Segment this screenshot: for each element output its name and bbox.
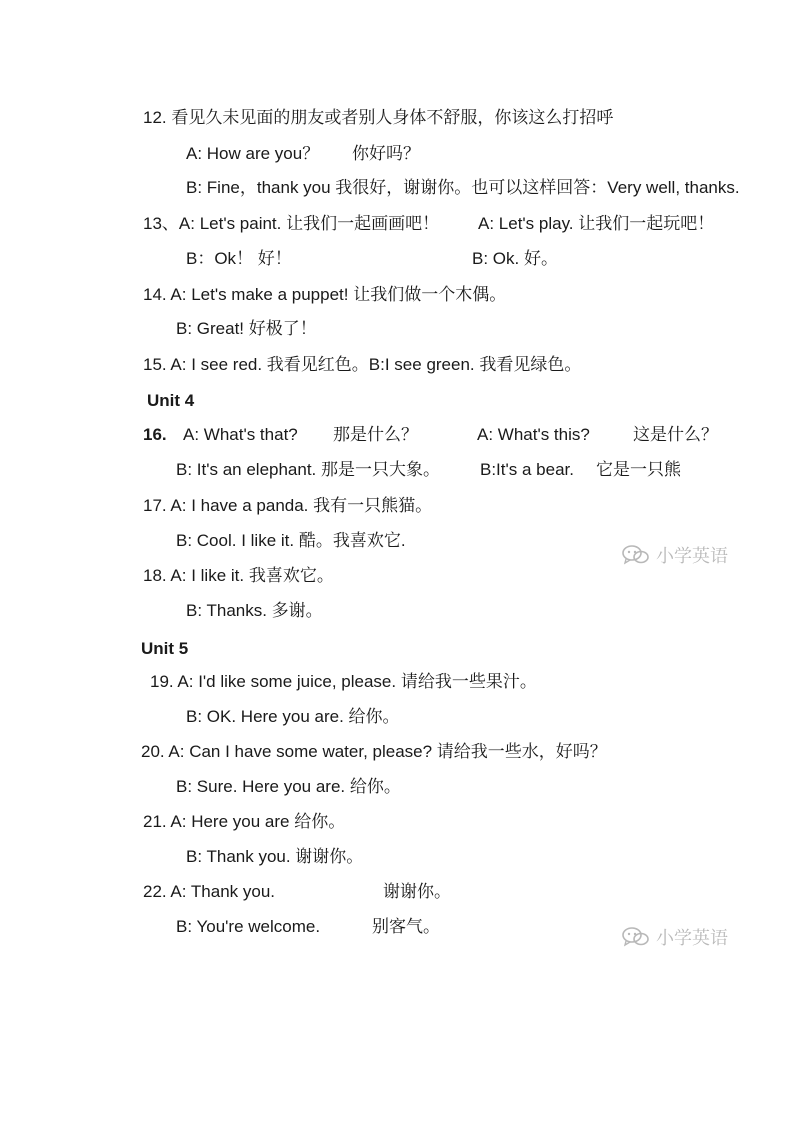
item-16-a-english: A: What's that? [183, 425, 298, 444]
item-21-a: 21. A: Here you are 给你。 [143, 812, 346, 831]
item-16-number: 16. [143, 425, 167, 444]
watermark-2 [622, 924, 728, 950]
item-16-b-right: B:It's a bear. [480, 460, 574, 479]
watermark-1-text: 小学英语 [656, 546, 728, 566]
item-12-a [186, 143, 746, 165]
item-16-b-chinese: 它是一只熊 [596, 460, 681, 479]
item-13-a-right: A: Let's play. 让我们一起玩吧！ [478, 214, 715, 233]
item-22-a-english: 22. A: Thank you. [143, 882, 275, 901]
item-13-b [186, 248, 586, 270]
wechat-icon [622, 926, 650, 948]
item-13-a-left: 13、A: Let's paint. 让我们一起画画吧！ [143, 214, 440, 233]
unit-4-heading: Unit 4 [147, 391, 195, 410]
item-12-a-english: A: How are you？ [186, 144, 320, 163]
item-16-a-chinese-2: 这是什么？ [633, 425, 718, 444]
item-19-a: 19. A: I'd like some juice, please. 请给我一些果汁。 [150, 672, 537, 691]
item-18-b: B: Thanks. 多谢。 [186, 601, 323, 620]
item-22-a-chinese: 谢谢你。 [383, 882, 451, 901]
item-22-b-chinese: 别客气。 [372, 917, 440, 936]
item-12-b: B: Fine，thank you 我很好，谢谢你。也可以这样回答：Very well, thanks. [186, 178, 740, 197]
item-13-b-right: B: Ok. 好。 [472, 249, 558, 268]
item-19-b: B: OK. Here you are. 给你。 [186, 707, 400, 726]
wechat-icon [622, 544, 650, 566]
item-13-a [143, 213, 753, 235]
item-22-a [143, 881, 473, 903]
watermark-2-text: 小学英语 [656, 928, 728, 948]
item-14-b: B: Great! 好极了！ [176, 319, 317, 338]
item-13-b-left: B：Ok！ 好！ [186, 249, 292, 268]
item-17-b: B: Cool. I like it. 酷。我喜欢它. [176, 531, 406, 550]
item-17-a: 17. A: I have a panda. 我有一只熊猫。 [143, 496, 433, 515]
item-16-b-left: B: It's an elephant. 那是一只大象。 [176, 460, 441, 479]
item-16-b [176, 459, 736, 481]
item-14-a: 14. A: Let's make a puppet! 让我们做一个木偶。 [143, 285, 507, 304]
item-12-question: 12. 看见久未见面的朋友或者别人身体不舒服，你该这么打招呼 [143, 108, 614, 127]
item-15: 15. A: I see red. 我看见红色。B:I see green. 我看见绿色。 [143, 355, 582, 374]
item-16-a [143, 424, 743, 446]
item-20-b: B: Sure. Here you are. 给你。 [176, 777, 401, 796]
watermark-1 [622, 542, 728, 568]
item-12-a-chinese: 你好吗？ [352, 144, 420, 163]
item-21-b: B: Thank you. 谢谢你。 [186, 847, 364, 866]
item-16-a-english-2: A: What's this? [477, 425, 590, 444]
item-20-a: 20. A: Can I have some water, please? 请给我一些水，好吗？ [141, 742, 607, 761]
item-16-a-chinese: 那是什么？ [333, 425, 418, 444]
item-22-b [176, 916, 456, 938]
unit-5-heading: Unit 5 [141, 639, 189, 658]
item-22-b-english: B: You're welcome. [176, 917, 321, 936]
item-18-a: 18. A: I like it. 我喜欢它。 [143, 566, 334, 585]
